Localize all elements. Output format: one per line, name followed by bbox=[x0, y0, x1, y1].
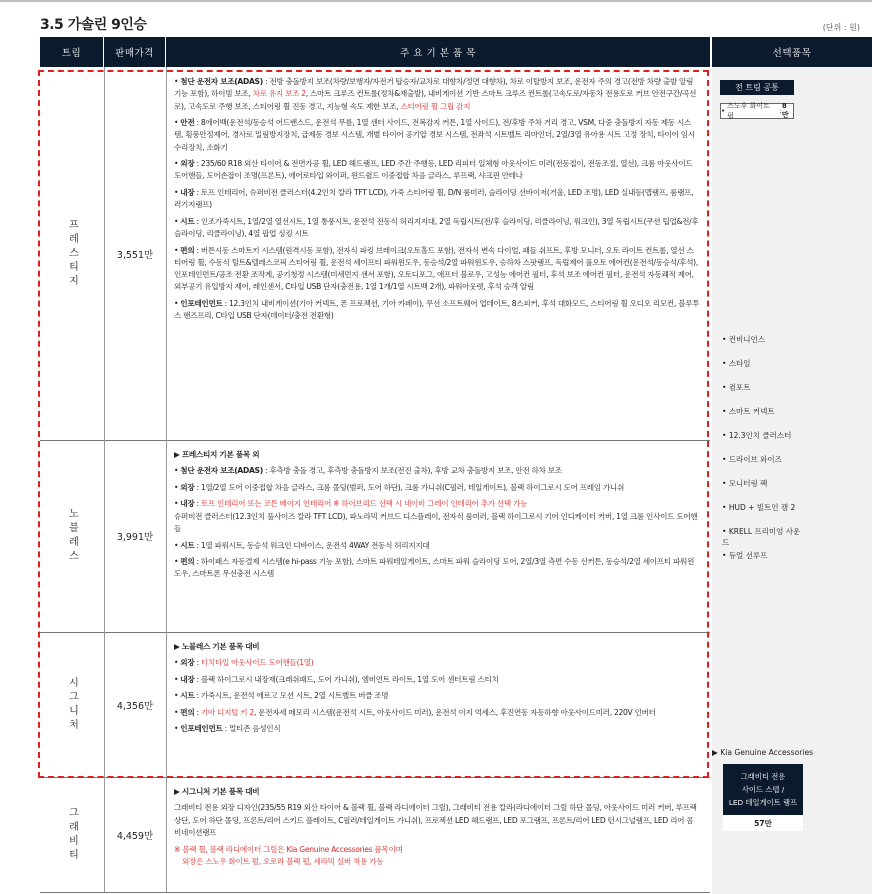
pack-item: • 드라이브 와이즈 bbox=[722, 454, 806, 465]
trim-row-noblesse bbox=[40, 440, 710, 633]
trim-name: 프레스티지 bbox=[66, 218, 78, 289]
list-item: • 첨단 운전자 보조(ADAS) : 전방 충돌방지 보조(차량/보행자/자전거 탑승자/교차로 대향차/정면 대향차), 차로 이탈방지 보조, 운전자 주의 경고(전방 차량 출발 알림 기능 포함), 하이빔 보조, 차로 유지 보조 2, 스마트 크루즈 컨트롤(정차&재출발), 내비게이션 기반 스마트 크루즈 컨트롤(고속도로/자동차 전용도로 커브 안전구간/곡선로), 고속도로 주행 보조, 스티어링 휠 진동 경고, 지능형 속도 제한 보조, 스티어링 휠 그립 감지 bbox=[174, 77, 697, 111]
list-item: • 안전 : 8에어백(운전석/동승석 어드밴스드, 운전석 무릎, 1열 센터 사이드, 전복감지 커튼, 1열 사이드), 전/후방 주차 거리 경고, VSM, 다중 충돌방지 자동 제동 시스템, 횡풍안정제어, 경사로 밀림방지장치, 급제동 경보 시스템, 개별 타이어 공기압 경보 시스템, 전좌석 시트벨트 리마인더, 2열/3열 유아용 시트 고정 장치, 타이어 임시수리장치, 소화기 bbox=[174, 118, 695, 152]
gravity-note-2: 외장은 스노우 화이트 펄, 오로라 블랙 펄, 세라믹 실버 적용 가능 bbox=[182, 856, 384, 866]
pack-item: • 12.3인치 클러스터 bbox=[722, 430, 806, 441]
header-price: 판매가격 bbox=[104, 37, 165, 67]
page-title: 3.5 가솔린 9인승 bbox=[40, 17, 147, 33]
pack-item: • 컴포트 bbox=[722, 382, 806, 393]
gravity-body: 그래비티 전용 외장 디자인(235/55 R19 외산 타이어 & 블랙 휠, 블랙 라디에이터 그릴), 그래비티 전용 칼라(라디에이터 그릴 하단 몰딩, 아웃사이드 미러 커버, 루프랙 상단, 도어 하단 몰딩, 프론트/리어 스키드 플레이트, C필러/테일게이트 가니쉬), 프로젝션 LED 헤드램프, LED 포그램프, 프론트/리어 LED 턴시그널램프, LED 리어 콤비네이션램프 bbox=[174, 803, 697, 838]
header-features: 주 요 기 본 품 목 bbox=[166, 37, 710, 67]
feature-list bbox=[166, 67, 710, 440]
kga-price: 57만 bbox=[723, 815, 803, 831]
trim-name: 그래비티 bbox=[66, 806, 78, 863]
trim-row-gravity bbox=[40, 777, 710, 893]
list-item: • 내장 : 토프 인테리어 또는 코튼 베이지 인테리어 ※ 하이브리드 선택 시 네이비 그레이 인테리어 추가 선택 가능 슈퍼비전 클러스터(12.3인치 풀사이즈 칼라 TFT LCD), 파노라믹 커브드 디스플레이, 전자식 룸미러, 블랙 하이그로시 기어 인디케이터 커버, 1열 크롬 인사이드 도어핸들 bbox=[174, 499, 698, 534]
section-head: ▶ 프레스티지 기본 품목 외 bbox=[174, 450, 260, 459]
header-options: 선택품목 bbox=[712, 37, 872, 67]
trim-price: 3,551만 bbox=[104, 67, 167, 440]
gravity-note-1: ※ 블랙 휠, 블랙 라디에이터 그릴은 Kia Genuine Accessories 품목이며 bbox=[174, 844, 403, 854]
kga-title: ▶ Kia Genuine Accessories bbox=[712, 748, 814, 757]
list-item: • 시트 : 가죽시트, 운전석 에르고 모션 시트, 2열 시트벨트 버클 조명 bbox=[174, 691, 389, 701]
list-item: • 외장 : 235/60 R18 외산 타이어 & 전면가공 휠, LED 헤드램프, LED 주간 주행등, LED 리피터 일체형 아웃사이드 미러(전동접이, 전동조절, 열선), 크롬 아웃사이드 도어핸들, 도어손잡이 조명(프론트), 에어로타입 와이퍼, 윈드쉴드 이중접합 차음 글라스, 루프랙, 샤크핀 안테나 bbox=[174, 159, 693, 181]
option-price: 8만 bbox=[781, 102, 789, 119]
option-label: 스노우 화이트 펄 bbox=[727, 102, 770, 120]
feature-list bbox=[166, 777, 710, 892]
trim-name: 시그니처 bbox=[66, 676, 78, 733]
pack-item: • HUD + 빌트인 캠 2 bbox=[722, 502, 806, 513]
kga-line: LED 테일게이트 램프 bbox=[728, 798, 798, 807]
pack-item: • 듀얼 선루프 bbox=[722, 550, 806, 561]
list-item: • 편의 : 하이패스 자동결제 시스템(e hi-pass 기능 포함), 스마트 파워테일게이트, 스마트 파워 슬라이딩 도어, 2열/3열 측면 수동 선커튼, 동승석/2열 세이프티 파워윈도우, 스마트폰 무선충전 시스템 bbox=[174, 557, 695, 579]
kga-line: 사이드 스텝 / bbox=[741, 785, 785, 794]
list-item: • 시트 : 인조가죽시트, 1열/2열 열선시트, 1열 통풍시트, 운전석 전동식 허리지지대, 2열 독립시트(전/후 슬라이딩, 리클라이닝, 워크인), 3열 독립시트(쿠션 팁업&전/후 슬라이딩, 리클라이닝), 4열 팝업 싱킹 시트 bbox=[174, 216, 699, 239]
trim-price: 4,356만 bbox=[104, 632, 167, 777]
kga-item bbox=[723, 764, 803, 815]
section-head: ▶ 노블레스 기본 품목 대비 bbox=[174, 642, 260, 651]
list-item: • 첨단 운전자 보조(ADAS) : 후측방 충돌 경고, 후측방 충돌방지 보조(전진 출차), 후방 교차 충돌방지 보조, 안전 하차 보조 bbox=[174, 466, 562, 476]
trim-row-signature bbox=[40, 632, 710, 778]
feature-list bbox=[166, 632, 710, 777]
pack-item: • 스마트 커넥트 bbox=[722, 406, 806, 417]
list-item: • 외장 : 1열/2열 도어 이중접합 차음 글라스, 크롬 몰딩(범퍼, 도어 하단), 크롬 가니쉬(C필러, 테일게이트), 블랙 하이그로시 도어 프레임 가니쉬 bbox=[174, 482, 624, 492]
option-separator: : bbox=[779, 107, 782, 115]
unit-label: (단위 : 원) bbox=[822, 23, 860, 32]
list-item: • 외장 : 터치타입 아웃사이드 도어핸들(1열) bbox=[174, 658, 314, 668]
kga-line: 그래비티 전용 bbox=[740, 772, 786, 781]
pack-item: • KRELL 프리미엄 사운드 bbox=[722, 526, 806, 548]
list-item: • 인포테인먼트 : 멀티존 음성인식 bbox=[174, 724, 281, 734]
trim-price: 4,459만 bbox=[104, 777, 167, 892]
section-head: ▶ 시그니처 기본 품목 대비 bbox=[174, 787, 260, 796]
header-trim: 트림 bbox=[40, 37, 103, 67]
pack-item: • 스타일 bbox=[722, 358, 806, 369]
list-item: • 편의 : 기아 디지털 키 2, 운전자세 메모리 시스템(운전석 시트, 아웃사이드 미러), 운전석 이지 억세스, 후진연동 자동하향 아웃사이드미러, 220V 인버터 bbox=[174, 707, 656, 717]
snow-white-option: • 스노우 화이트 펄 : 8만 bbox=[720, 103, 794, 119]
trim-name: 노블레스 bbox=[66, 508, 78, 564]
pack-item: • 모니터링 팩 bbox=[722, 478, 806, 489]
trim-table bbox=[40, 67, 710, 894]
list-item: • 시트 : 1열 파워시트, 동승석 워크인 디바이스, 운전석 4WAY 전동식 허리지지대 bbox=[174, 540, 430, 550]
list-item: • 편의 : 버튼시동 스마트키 시스템(원격시동 포함), 전자식 파킹 브레이크(오토홀드 포함), 전자식 변속 다이얼, 패들 쉬프트, 후방 모니터, 오토 라이트 컨트롤, 열선 스티어링 휠, 수동식 틸트&텔레스코픽 스티어링 휠, 운전석 세이프티 파워윈도우, 동승석/2열 파워윈도우, 승하차 스팟램프, 독립제어 풀오토 에어컨(운전석/동승석/후석), 인포테인먼트/공조 전환 조작계, 공기청정 시스템(미세먼지 센서 포함), 오토디포그, 애프터 블로우, 고성능 에어컨 필터, 후석 보조 에어컨 필터, 운전석 자동쾌적 제어, 외부공기 유입방지 제어, 레인센서, C타입 USB 단자(충전용, 1열 1개/1열 시트백 2개), 파워아웃렛, 후석 승객 알림 bbox=[174, 245, 698, 292]
options-column bbox=[712, 67, 872, 894]
feature-list bbox=[166, 440, 710, 632]
list-item: • 인포테인먼트 : 12.3인치 내비게이션(기아 커넥트, 폰 프로젝션, 기아 카페이), 무선 소프트웨어 업데이트, 8스피커, 후석 대화모드, 스티어링 휠 오디오 리모컨, 블루투스 핸즈프리, C타입 USB 단자(데이터/충전 전환형) bbox=[174, 298, 700, 321]
all-trim-label: 전 트림 공통 bbox=[720, 80, 794, 95]
trim-row-prestige bbox=[40, 67, 710, 441]
top-divider bbox=[0, 0, 872, 2]
trim-price: 3,991만 bbox=[104, 440, 167, 632]
list-item: • 내장 : 블랙 하이그로시 내장재(크래쉬패드, 도어 가니쉬), 엠비언트 라이트, 1열 도어 센터트림 스티치 bbox=[174, 674, 499, 684]
list-item: • 내장 : 토프 인테리어, 슈퍼비전 클러스터(4.2인치 칼라 TFT LCD), 가죽 스티어링 휠, D/N 룸미러, 슬라이딩 선바이저(거울, LED 조명), LED 실내등(맵램프, 룸램프, 러기지램프) bbox=[174, 187, 694, 210]
pack-item: • 컨비니언스 bbox=[722, 334, 806, 345]
